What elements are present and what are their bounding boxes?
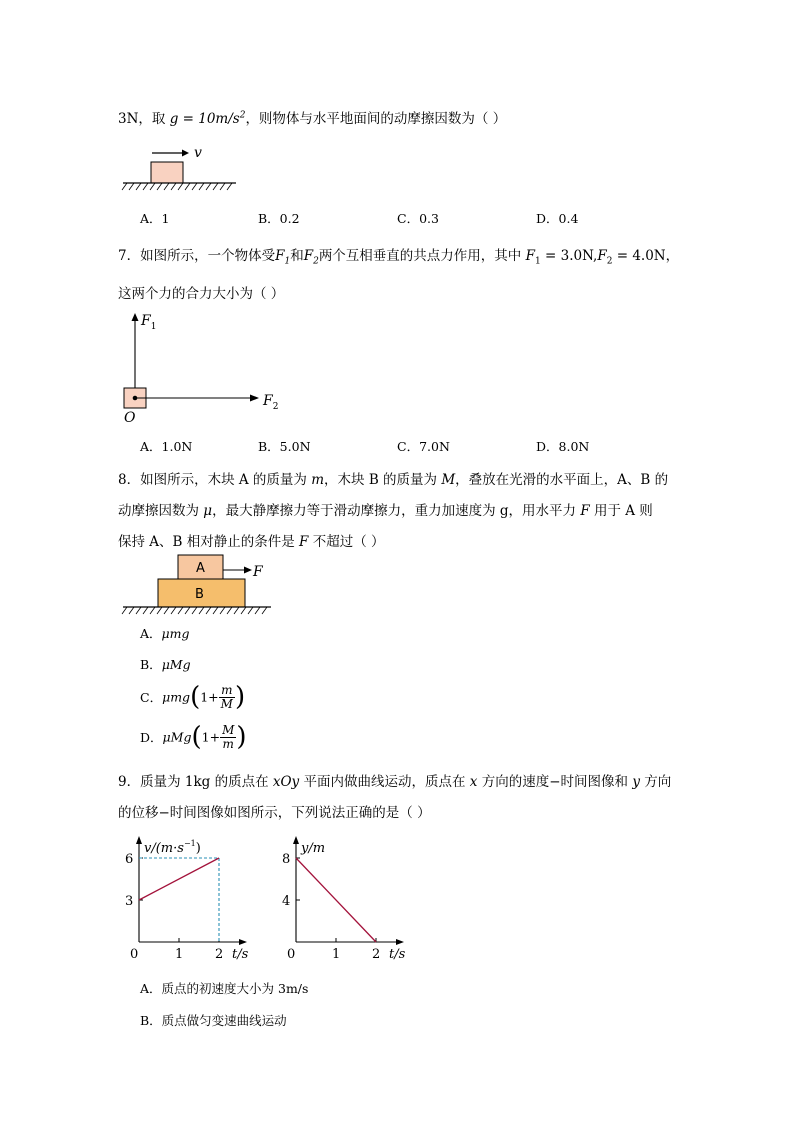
q7-origin-label: O	[124, 410, 136, 426]
q8-option-c-fraction	[219, 684, 235, 711]
q7-values-f2: F	[597, 248, 607, 264]
q8-option-d-one: 1+	[201, 729, 221, 745]
q9-yt-y-arrowhead	[293, 836, 299, 844]
q8-force-arrowhead	[244, 567, 252, 574]
q8-option-d-main: μMg	[162, 729, 192, 745]
q7-figure	[118, 305, 293, 425]
q7-values-f1-val: = 3.0N,	[540, 248, 598, 264]
q9-stem-1b: 平面内做曲线运动，质点在	[299, 774, 470, 790]
q9-stem-1c: 方向的速度−时间图像和	[477, 774, 633, 790]
q9-vt-xtick-0: 0	[130, 947, 139, 962]
q8-option-a-prefix: A．	[140, 626, 162, 641]
q8-option-a-expr: μmg	[161, 626, 190, 641]
q9-plane: xOy	[272, 774, 300, 790]
q8-stem-2b: ，最大静摩擦力等于滑动摩擦力，重力加速度为 g，用水平力	[212, 503, 581, 519]
q7-f1-label: $F_1$	[141, 313, 157, 332]
q7-f2	[303, 248, 319, 267]
q7-option-b[interactable]: B．5.0N	[258, 439, 311, 454]
q6-option-b[interactable]: B．0.2	[258, 211, 300, 226]
q8-option-d-lparen: (	[191, 722, 202, 752]
q8-option-b-expr: μMg	[161, 657, 191, 672]
q7-option-a[interactable]: A．1.0N	[140, 439, 193, 454]
q7-values-f2-val: = 4.0N	[612, 248, 666, 264]
q8-stem-2a: 动摩擦因数为	[118, 503, 204, 519]
q8-figure	[118, 553, 283, 618]
q6-g-sup: 2	[239, 110, 246, 121]
q9-vt-y-arrowhead	[136, 836, 142, 844]
q8-option-c-rparen: )	[234, 682, 246, 712]
q7-f2-sub: 2	[313, 256, 319, 267]
q7-option-d[interactable]: D．8.0N	[536, 439, 590, 454]
q9-x: x	[469, 774, 478, 790]
q9-vt-series-line	[139, 858, 219, 900]
q6-option-a[interactable]: A．1	[140, 211, 170, 226]
q9-yt-xtick-0: 0	[287, 947, 296, 962]
q9-vt-xtick-1: 1	[175, 947, 184, 962]
q9-vt-chart	[118, 830, 263, 965]
q9-vt-marks	[125, 852, 223, 962]
q8-M: M	[441, 472, 456, 488]
q8-mu: μ	[203, 503, 213, 519]
q8-stem-line1	[118, 468, 668, 488]
q8-option-c-lparen: (	[190, 682, 201, 712]
q7-f1-sub: 1	[284, 256, 291, 267]
q8-option-d-fraction	[220, 724, 236, 751]
q6-stem-prefix: 3N，取	[118, 111, 170, 127]
q9-vt-x-arrowhead	[239, 939, 247, 945]
q7-values	[525, 248, 666, 267]
q7-stem-mid: 两个互相垂直的共点力作用，其中	[318, 248, 522, 264]
q9-yt-x-arrowhead	[396, 939, 404, 945]
q8-F-2: F	[299, 534, 309, 550]
q7-and: 和	[290, 248, 304, 264]
q6-block	[151, 162, 183, 183]
q8-option-d-rparen: )	[236, 722, 247, 752]
q6-ground-hatch	[122, 183, 232, 190]
q9-vt-xlabel: t/s	[232, 947, 249, 962]
q8-option-c-den: M	[220, 696, 233, 711]
q6-g-expr-text: g = 10m/s	[169, 111, 240, 127]
q9-stem-1d: 方向	[639, 774, 672, 790]
q8-option-d[interactable]	[140, 722, 247, 752]
q7-stem-line2: 这两个力的合力大小为（ ）	[118, 286, 285, 302]
q6-option-d[interactable]: D．0.4	[536, 211, 579, 226]
q9-vt-ylabel: $v/(m\cdot s^{-1})$	[144, 839, 201, 856]
q7-f1-text: F	[275, 248, 285, 264]
q7-f1-arrowhead	[132, 313, 139, 321]
q9-stem-line2: 的位移−时间图像如图所示，下列说法正确的是（ ）	[118, 805, 431, 821]
q7-f2-label: $F_2$	[263, 393, 279, 412]
q9-option-a[interactable]: A．质点的初速度大小为 3m/s	[140, 981, 309, 996]
q7-f2-arrowhead	[250, 395, 259, 402]
q8-ground-hatch	[122, 607, 267, 614]
q9-yt-ylabel: y/m	[301, 841, 326, 856]
q8-block-b-label: B	[195, 587, 204, 602]
q6-stem	[118, 107, 506, 127]
q9-yt-series-line	[296, 858, 376, 942]
q7-values-f1-sub: 1	[534, 256, 541, 267]
q8-option-c[interactable]	[140, 682, 245, 712]
q7-values-f1: F	[525, 248, 535, 264]
q7-stem-end: ，	[665, 248, 680, 264]
q9-vt-ytick-3: 3	[125, 894, 134, 909]
q8-m: m	[311, 472, 325, 488]
q7-values-f2-sub: 2	[606, 256, 613, 267]
q8-option-b-prefix: B．	[140, 657, 162, 672]
q7-stem-line1	[118, 244, 679, 267]
q7-stem-prefix: 7．如图所示，一个物体受	[118, 248, 276, 264]
q8-option-a[interactable]	[140, 624, 190, 642]
q8-stem-3a: 保持 A、B 相对静止的条件是	[118, 534, 300, 550]
q9-y: y	[632, 774, 640, 790]
q8-stem-1c: ，叠放在光滑的水平面上，A、B 的	[455, 472, 669, 488]
q9-stem-1a: 9．质量为 1kg 的质点在	[118, 774, 273, 790]
q6-velocity-arrowhead	[182, 150, 189, 157]
q8-option-d-prefix: D．	[140, 730, 163, 745]
q9-yt-ytick-8: 8	[282, 852, 291, 867]
q9-yt-xtick-1: 1	[332, 947, 341, 962]
q9-yt-xlabel: t/s	[389, 947, 406, 962]
q8-stem-1a: 8．如图所示，木块 A 的质量为	[118, 472, 312, 488]
q9-yt-chart	[275, 830, 420, 965]
q8-stem-line2	[118, 499, 653, 519]
q7-f1	[275, 248, 291, 267]
q6-g-expr	[170, 111, 246, 127]
q9-stem-line1	[118, 770, 671, 790]
q7-option-c[interactable]: C．7.0N	[397, 439, 450, 454]
q8-option-b[interactable]	[140, 655, 191, 673]
q9-vt-ytick-6: 6	[125, 852, 134, 867]
q9-yt-ytick-4: 4	[282, 894, 291, 909]
q8-block-a-label: A	[196, 561, 205, 576]
q9-yt-marks	[282, 852, 380, 962]
q8-F: F	[580, 503, 590, 519]
q8-force-label: F	[253, 564, 263, 580]
q6-stem-suffix: ，则物体与水平地面间的动摩擦因数为（ ）	[245, 111, 507, 127]
q8-stem-line3	[118, 530, 385, 550]
q8-option-c-num: m	[219, 684, 235, 698]
q6-option-c[interactable]: C．0.3	[397, 211, 439, 226]
q9-vt-xtick-2: 2	[215, 947, 224, 962]
q8-stem-1b: ，木块 B 的质量为	[324, 472, 442, 488]
q6-figure	[118, 138, 243, 198]
q8-option-c-main: μmg	[162, 689, 191, 705]
q6-velocity-label: v	[194, 145, 202, 161]
q8-option-d-den: m	[222, 736, 234, 751]
q9-yt-xtick-2: 2	[372, 947, 381, 962]
q8-option-c-prefix: C．	[140, 690, 163, 705]
q8-option-d-num: M	[222, 722, 235, 737]
q7-f2-text: F	[303, 248, 314, 264]
q9-option-b[interactable]: B．质点做匀变速曲线运动	[140, 1013, 287, 1028]
q8-stem-3b: 不超过（ ）	[308, 534, 385, 550]
q8-stem-2c: 用于 A 则	[589, 503, 653, 519]
q8-option-c-one: 1+	[200, 689, 219, 705]
